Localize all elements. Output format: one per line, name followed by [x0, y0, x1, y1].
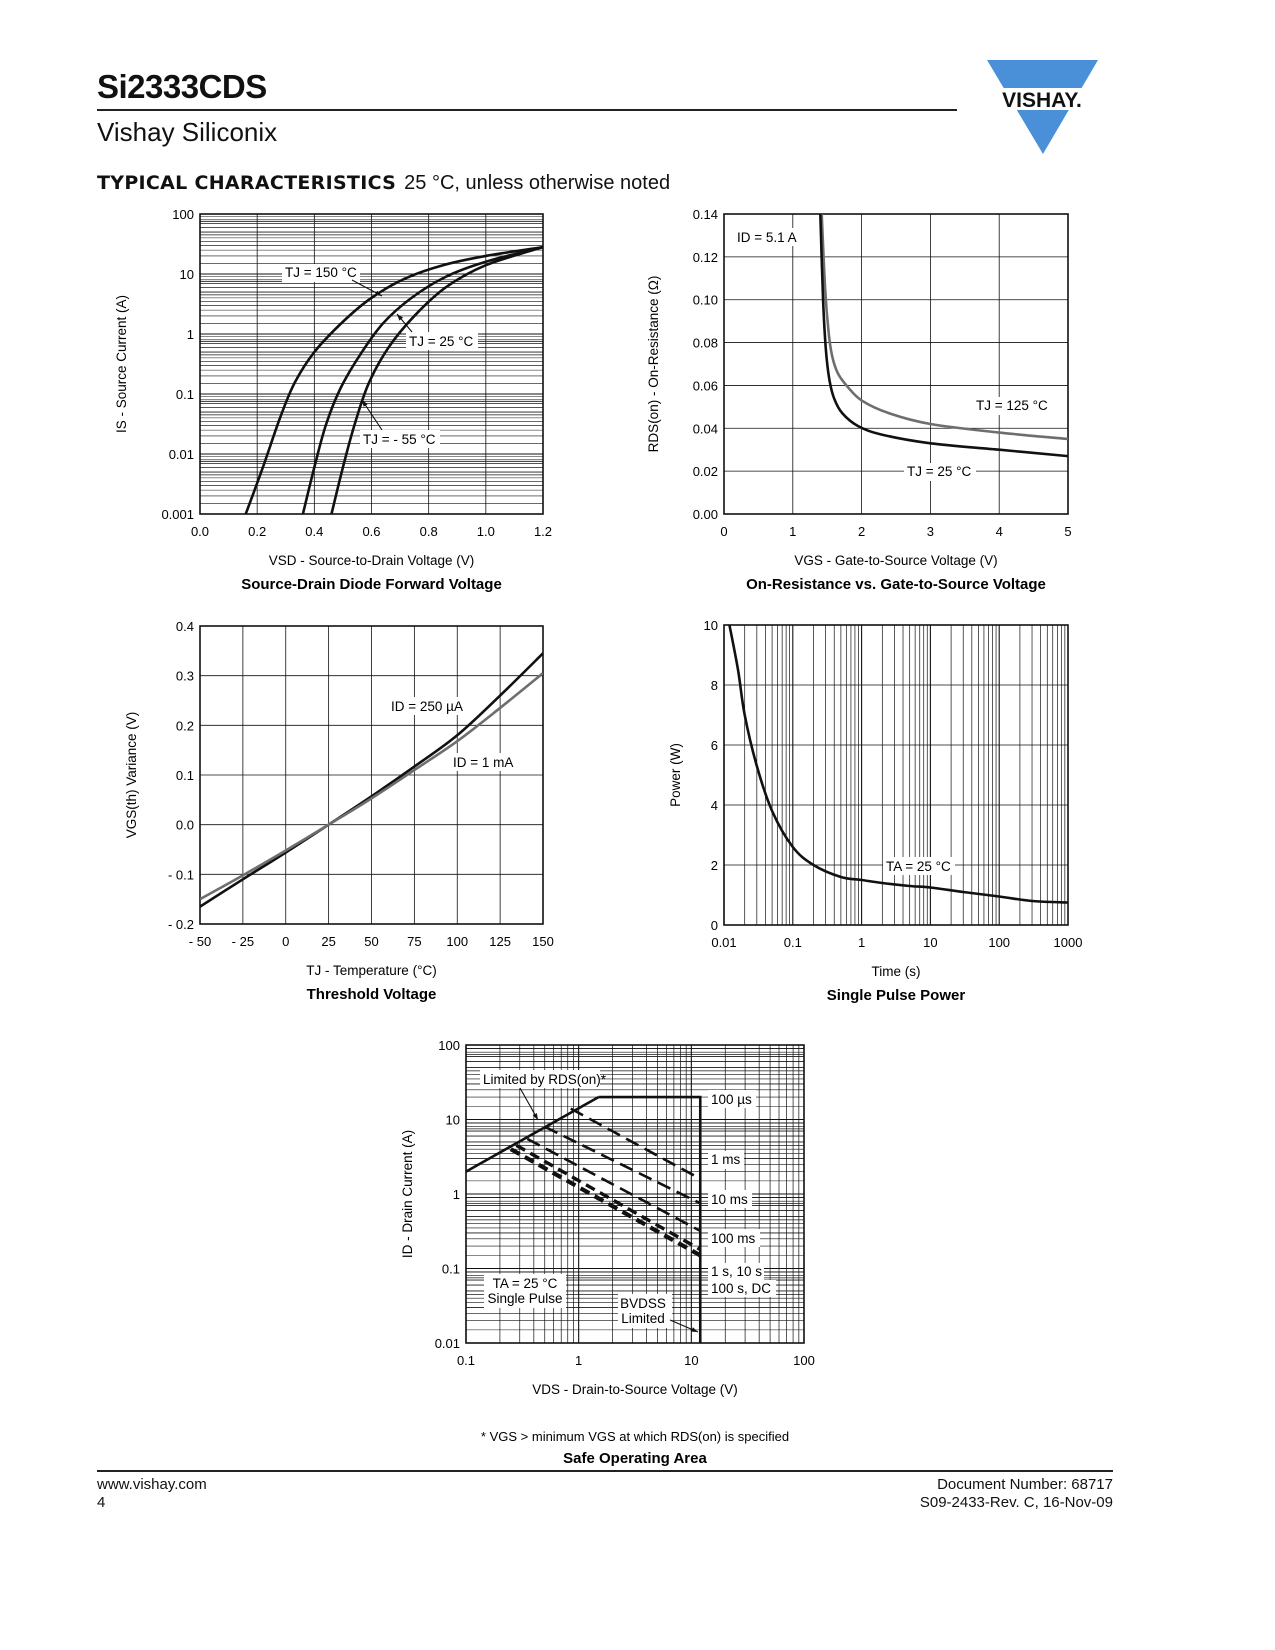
y-tick-label: 0.2: [175, 718, 194, 734]
condition-label: Limited: [621, 1311, 665, 1326]
svg-text:VISHAY.: VISHAY.: [1002, 89, 1082, 112]
x-tick-label: 75: [407, 934, 422, 949]
chart-source-drain: [90, 200, 570, 600]
section-note: 25 °C, unless otherwise noted: [404, 172, 671, 194]
y-tick-label: 0.00: [692, 507, 718, 522]
x-axis-label: VGS - Gate-to-Source Voltage (V): [794, 553, 998, 568]
x-tick-label: 1: [575, 1353, 583, 1368]
chart-threshold-voltage: [90, 615, 570, 1010]
y-tick-label: 2: [710, 858, 718, 873]
x-tick-label: 100: [793, 1353, 815, 1368]
x-tick-label: 0.2: [248, 524, 267, 539]
condition-label: TA = 25 °C: [886, 859, 951, 874]
chart-footnote: * VGS > minimum VGS at which RDS(on) is specified: [480, 1429, 790, 1444]
y-tick-label: 0.08: [692, 335, 718, 351]
y-tick-label: 100: [438, 1038, 460, 1053]
series-label: ID = 1 mA: [453, 755, 514, 770]
x-axis-label: TJ - Temperature (°C): [306, 963, 437, 978]
part-number: Si2333CDS: [97, 68, 267, 105]
plot-frame: [724, 214, 1068, 514]
x-tick-label: 100: [988, 935, 1011, 950]
series-label: 100 s, DC: [711, 1281, 772, 1296]
y-tick-label: 0.04: [692, 421, 718, 437]
series-label: TJ = 125 °C: [976, 398, 1048, 413]
x-axis-label: VDS - Drain-to-Source Voltage (V): [532, 1382, 738, 1397]
y-tick-label: 0.1: [175, 768, 194, 783]
y-axis-label: RDS(on) - On-Resistance (Ω): [646, 275, 661, 453]
series-label: 10 ms: [711, 1192, 748, 1207]
x-tick-label: 5: [1064, 524, 1072, 539]
series-label: TJ = 150 °C: [285, 265, 357, 280]
chart-title: On-Resistance vs. Gate-to-Source Voltage: [746, 576, 1046, 593]
x-tick-label: 0.1: [456, 1353, 476, 1368]
company-name: Vishay Siliconix: [97, 117, 278, 147]
x-tick-label: 1.0: [476, 524, 495, 539]
y-axis-label: VGS(th) Variance (V): [124, 711, 139, 839]
x-tick-label: 1: [789, 524, 797, 539]
x-axis-label: VSD - Source-to-Drain Voltage (V): [268, 553, 475, 568]
series-label: 100 µs: [711, 1092, 752, 1107]
annotation-label: Limited by RDS(on)*: [483, 1072, 607, 1087]
y-tick-label: - 0.2: [167, 917, 194, 932]
y-axis-label: Power (W): [668, 743, 683, 807]
y-tick-label: 0.0: [175, 817, 194, 833]
header-rule: [97, 109, 957, 111]
y-tick-label: 6: [710, 738, 718, 753]
chart-title: Single Pulse Power: [826, 987, 966, 1004]
x-tick-label: 0.6: [362, 524, 381, 539]
y-tick-label: 0.1: [175, 387, 194, 402]
x-tick-label: - 50: [188, 934, 212, 949]
y-tick-label: 0.01: [434, 1336, 460, 1351]
footer-page-number: 4: [97, 1494, 106, 1511]
y-tick-label: 10: [179, 267, 194, 282]
x-tick-label: 150: [532, 934, 554, 949]
chart-title: Threshold Voltage: [306, 986, 437, 1003]
x-tick-label: 4: [995, 524, 1003, 539]
y-tick-label: 0.14: [692, 207, 718, 222]
x-tick-label: 0.0: [190, 524, 210, 539]
x-tick-label: 0.4: [305, 524, 324, 539]
x-tick-label: 1000: [1053, 935, 1083, 950]
x-tick-label: 0.8: [419, 524, 438, 539]
series-line: [820, 214, 1068, 456]
y-tick-label: 1: [186, 327, 194, 342]
footer-document-number: Document Number: 68717: [937, 1476, 1113, 1493]
series-label: 100 ms: [711, 1231, 756, 1246]
x-tick-label: 1: [857, 935, 866, 950]
chart-single-pulse-power: [640, 615, 1100, 1005]
vishay-logo: [985, 60, 1100, 155]
y-axis-label: ID - Drain Current (A): [400, 1129, 415, 1259]
series-label: 1 ms: [711, 1152, 741, 1167]
condition-label: ID = 5.1 A: [737, 230, 797, 245]
footer-revision: S09-2433-Rev. C, 16-Nov-09: [919, 1494, 1113, 1511]
x-tick-label: 3: [926, 524, 935, 539]
y-tick-label: 0: [710, 918, 718, 933]
x-tick-label: 25: [321, 934, 336, 949]
y-tick-label: 10: [445, 1112, 460, 1128]
plot-frame: [724, 625, 1068, 925]
y-axis-label: IS - Source Current (A): [114, 294, 129, 434]
x-tick-label: 125: [489, 934, 511, 949]
series-label: TJ = 25 °C: [409, 334, 474, 349]
section-heading: [97, 172, 670, 195]
x-tick-label: 100: [446, 934, 469, 949]
y-tick-label: 0.02: [692, 464, 718, 480]
y-tick-label: 1: [452, 1187, 460, 1202]
y-tick-label: 0.4: [175, 619, 194, 634]
y-tick-label: 8: [710, 678, 718, 693]
y-tick-label: 0.001: [161, 507, 194, 522]
footer-url[interactable]: www.vishay.com: [97, 1476, 207, 1493]
series-label: 1 s, 10 s: [711, 1264, 763, 1279]
x-tick-label: 50: [364, 934, 379, 949]
x-tick-label: 10: [923, 935, 938, 950]
x-tick-label: 0.01: [711, 935, 737, 950]
x-tick-label: 10: [684, 1353, 699, 1368]
y-tick-label: 0.10: [692, 292, 718, 308]
chart-on-resistance: [640, 200, 1100, 600]
x-tick-label: 0: [282, 934, 290, 949]
x-tick-label: - 25: [231, 934, 255, 949]
section-title: TYPICAL CHARACTERISTICS: [97, 172, 397, 194]
series-line: [511, 1149, 700, 1255]
condition-label: TA = 25 °C: [492, 1276, 558, 1291]
series-label: TJ = 25 °C: [907, 464, 972, 479]
y-tick-label: 0.01: [168, 447, 194, 462]
series-label: ID = 250 µA: [391, 699, 463, 714]
y-tick-label: 0.3: [175, 668, 194, 684]
y-tick-label: 10: [703, 618, 718, 633]
x-tick-label: 0.1: [783, 935, 802, 950]
x-tick-label: 1.2: [533, 524, 553, 539]
y-tick-label: 0.12: [692, 249, 718, 265]
condition-label: Single Pulse: [487, 1291, 563, 1306]
y-tick-label: 100: [172, 207, 194, 222]
x-axis-label: Time (s): [871, 964, 921, 979]
y-tick-label: 0.1: [441, 1261, 460, 1277]
footer-rule: [97, 1470, 1113, 1472]
series-label: TJ = - 55 °C: [363, 432, 436, 447]
y-tick-label: 0.06: [692, 378, 718, 394]
x-tick-label: 0: [720, 524, 728, 539]
chart-safe-operating-area: [380, 1030, 860, 1467]
chart-title: Source-Drain Diode Forward Voltage: [241, 576, 502, 593]
y-tick-label: - 0.1: [167, 867, 194, 883]
y-tick-label: 4: [710, 798, 718, 813]
condition-label: BVDSS: [620, 1296, 666, 1311]
chart-title: Safe Operating Area: [563, 1450, 707, 1467]
x-tick-label: 2: [857, 524, 866, 539]
series-line: [527, 1139, 700, 1231]
